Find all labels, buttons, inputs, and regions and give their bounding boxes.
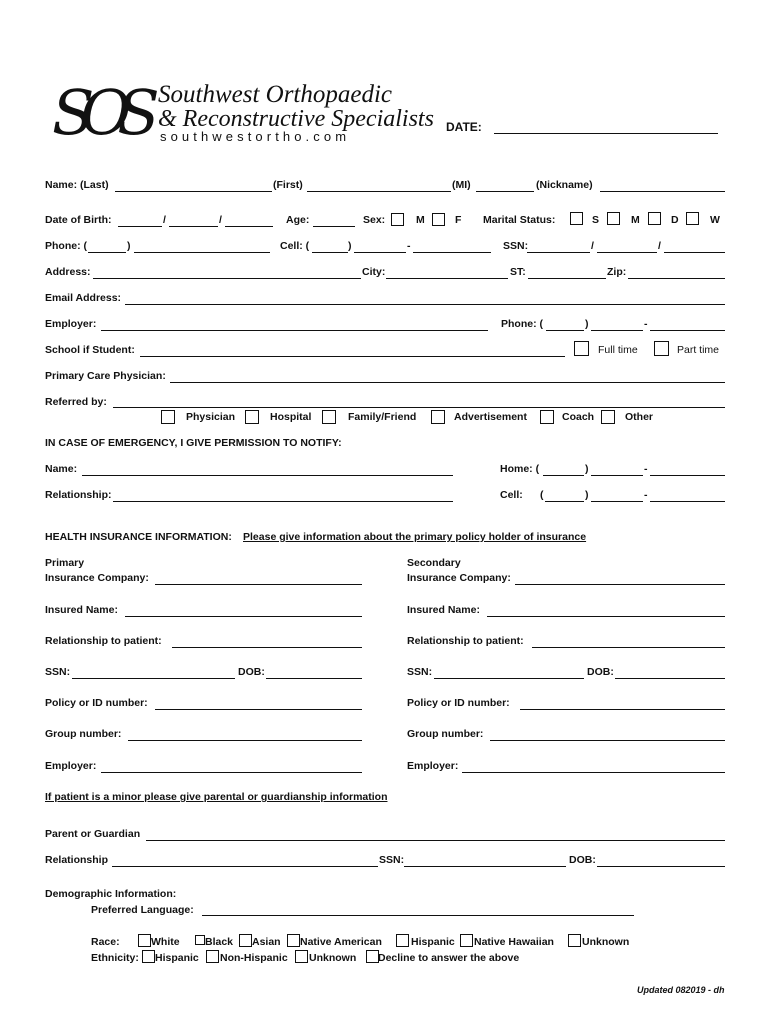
ethnicity-non-hispanic-checkbox[interactable]: [206, 950, 219, 963]
email-label: Email Address:: [45, 292, 122, 304]
referral-family-checkbox[interactable]: [322, 410, 336, 424]
full-time-label: Full time: [598, 344, 638, 356]
first-name-label: (First): [273, 179, 303, 191]
ssn-part3-field[interactable]: [664, 252, 725, 253]
pcp-field[interactable]: [170, 382, 725, 383]
marital-d-checkbox[interactable]: [648, 212, 661, 225]
cell-label: Cell: (: [280, 240, 310, 252]
demographic-heading: Demographic Information:: [45, 888, 177, 900]
sex-m-label: M: [416, 214, 425, 226]
secondary-ssn-field[interactable]: [434, 678, 584, 679]
sex-label: Sex:: [363, 214, 386, 226]
secondary-insured-name-label: Insured Name:: [407, 604, 480, 616]
referral-physician-checkbox[interactable]: [161, 410, 175, 424]
ethnicity-hispanic-checkbox[interactable]: [142, 950, 155, 963]
ethnicity-option-label: Non-Hispanic: [220, 952, 288, 964]
referral-option-label: Advertisement: [454, 411, 527, 423]
race-label: Race:: [91, 936, 120, 948]
emergency-name-label: Name:: [45, 463, 78, 475]
referred-by-label: Referred by:: [45, 396, 107, 408]
secondary-insured-name-field[interactable]: [487, 616, 725, 617]
part-time-label: Part time: [677, 344, 720, 356]
emergency-cell-paren-open: (: [540, 489, 544, 501]
emergency-cell-label: Cell:: [500, 489, 523, 501]
full-time-checkbox[interactable]: [574, 341, 589, 356]
secondary-group-label: Group number:: [407, 728, 484, 740]
age-field[interactable]: [313, 226, 355, 227]
insurance-subheading: Please give information about the primary policy holder of insurance: [243, 531, 587, 543]
emergency-cell-prefix-field[interactable]: [591, 501, 643, 502]
emergency-cell-paren: ): [585, 489, 589, 501]
race-unknown-checkbox[interactable]: [568, 934, 581, 947]
last-name-field[interactable]: [115, 191, 272, 192]
phone-paren: ): [127, 240, 131, 252]
secondary-company-label: Insurance Company:: [407, 572, 511, 584]
race-native-american-checkbox[interactable]: [287, 934, 300, 947]
parent-dob-field[interactable]: [597, 866, 725, 867]
secondary-employer-label: Employer:: [407, 760, 459, 772]
mi-label: (MI): [452, 179, 471, 191]
secondary-group-field[interactable]: [490, 740, 725, 741]
marital-d-label: D: [671, 214, 679, 226]
ssn-separator: /: [658, 240, 661, 252]
mi-field[interactable]: [476, 191, 534, 192]
employer-phone-dash: -: [644, 318, 648, 330]
dob-year-field[interactable]: [225, 226, 273, 227]
primary-group-label: Group number:: [45, 728, 122, 740]
employer-label: Employer:: [45, 318, 97, 330]
emergency-relationship-field[interactable]: [113, 501, 453, 502]
emergency-home-number-field[interactable]: [650, 475, 725, 476]
secondary-relationship-field[interactable]: [532, 647, 725, 648]
race-option-label: Native Hawaiian: [474, 936, 554, 948]
logo-line2: & Reconstructive Specialists: [158, 106, 434, 132]
primary-company-field[interactable]: [155, 584, 362, 585]
primary-employer-field[interactable]: [101, 772, 362, 773]
ethnicity-unknown-checkbox[interactable]: [295, 950, 308, 963]
emergency-relationship-label: Relationship:: [45, 489, 112, 501]
dob-separator: /: [219, 214, 222, 226]
race-option-label: Native American: [300, 936, 382, 948]
cell-area-field[interactable]: [312, 252, 348, 253]
emergency-home-dash: -: [644, 463, 648, 475]
practice-logo: [48, 76, 434, 150]
referral-option-label: Other: [625, 411, 654, 423]
secondary-label: Secondary: [407, 557, 461, 569]
secondary-employer-field[interactable]: [462, 772, 725, 773]
sex-m-checkbox[interactable]: [391, 213, 404, 226]
primary-relationship-field[interactable]: [172, 647, 362, 648]
ethnicity-option-label: Hispanic: [155, 952, 199, 964]
race-option-label: Asian: [252, 936, 281, 948]
marital-status-label: Marital Status:: [483, 214, 556, 226]
state-field[interactable]: [528, 278, 606, 279]
emergency-cell-area-field[interactable]: [545, 501, 584, 502]
emergency-home-paren: ): [585, 463, 589, 475]
race-black-checkbox[interactable]: [195, 935, 205, 945]
employer-phone-label: Phone: (: [501, 318, 543, 330]
emergency-heading: IN CASE OF EMERGENCY, I GIVE PERMISSION TO NOTIFY:: [45, 437, 342, 449]
parent-ssn-field[interactable]: [404, 866, 566, 867]
race-option-label: Hispanic: [411, 936, 455, 948]
race-option-label: White: [151, 936, 180, 948]
state-label: ST:: [510, 266, 526, 278]
school-label: School if Student:: [45, 344, 135, 356]
dob-month-field[interactable]: [118, 226, 162, 227]
part-time-checkbox[interactable]: [654, 341, 669, 356]
parent-relationship-label: Relationship: [45, 854, 109, 866]
logo-website: southwestortho.com: [160, 129, 351, 144]
employer-phone-area-field[interactable]: [546, 330, 584, 331]
sex-f-label: F: [455, 214, 462, 226]
parent-ssn-label: SSN:: [379, 854, 405, 866]
primary-dob-field[interactable]: [266, 678, 362, 679]
primary-insured-name-label: Insured Name:: [45, 604, 118, 616]
emergency-name-field[interactable]: [82, 475, 453, 476]
language-field[interactable]: [202, 915, 634, 916]
city-field[interactable]: [386, 278, 508, 279]
race-native-hawaiian-checkbox[interactable]: [460, 934, 473, 947]
zip-label: Zip:: [607, 266, 627, 278]
secondary-dob-field[interactable]: [615, 678, 725, 679]
cell-prefix-field[interactable]: [354, 252, 406, 253]
ethnicity-option-label: Unknown: [309, 952, 357, 964]
primary-policy-label: Policy or ID number:: [45, 697, 148, 709]
employer-field[interactable]: [101, 330, 488, 331]
race-option-label: Black: [205, 936, 234, 948]
ssn-part1-field[interactable]: [527, 252, 590, 253]
marital-w-label: W: [710, 214, 720, 226]
city-label: City:: [362, 266, 386, 278]
emergency-cell-dash: -: [644, 489, 648, 501]
minor-heading: If patient is a minor please give parental or guardianship information: [45, 791, 388, 803]
address-label: Address:: [45, 266, 91, 278]
age-label: Age:: [286, 214, 310, 226]
cell-dash: -: [407, 240, 411, 252]
emergency-home-label: Home: (: [500, 463, 540, 475]
primary-dob-label: DOB:: [238, 666, 265, 678]
employer-phone-paren: ): [585, 318, 589, 330]
race-white-checkbox[interactable]: [138, 934, 151, 947]
dob-label: Date of Birth:: [45, 214, 112, 226]
secondary-policy-label: Policy or ID number:: [407, 697, 510, 709]
nickname-label: (Nickname): [536, 179, 593, 191]
logo-monogram: SOS: [52, 76, 146, 149]
zip-field[interactable]: [628, 278, 725, 279]
dob-day-field[interactable]: [169, 226, 218, 227]
cell-paren: ): [348, 240, 352, 252]
primary-employer-label: Employer:: [45, 760, 97, 772]
referral-hospital-checkbox[interactable]: [245, 410, 259, 424]
secondary-dob-label: DOB:: [587, 666, 614, 678]
school-field[interactable]: [140, 356, 565, 357]
language-label: Preferred Language:: [91, 904, 194, 916]
secondary-relationship-label: Relationship to patient:: [407, 635, 524, 647]
pcp-label: Primary Care Physician:: [45, 370, 166, 382]
updated-footer: Updated 082019 - dh: [637, 985, 725, 995]
primary-group-field[interactable]: [128, 740, 362, 741]
marital-m-checkbox[interactable]: [607, 212, 620, 225]
first-name-field[interactable]: [307, 191, 451, 192]
race-option-label: Unknown: [582, 936, 630, 948]
parent-relationship-field[interactable]: [112, 866, 378, 867]
secondary-ssn-label: SSN:: [407, 666, 433, 678]
secondary-policy-field[interactable]: [520, 709, 725, 710]
referral-option-label: Coach: [562, 411, 595, 423]
secondary-company-field[interactable]: [515, 584, 725, 585]
primary-ssn-field[interactable]: [72, 678, 235, 679]
referred-by-field[interactable]: [113, 407, 725, 408]
ssn-label: SSN:: [503, 240, 529, 252]
race-hispanic-checkbox[interactable]: [396, 934, 409, 947]
referral-other-checkbox[interactable]: [601, 410, 615, 424]
emergency-home-prefix-field[interactable]: [591, 475, 643, 476]
referral-option-label: Hospital: [270, 411, 312, 423]
employer-phone-number-field[interactable]: [650, 330, 725, 331]
marital-m-label: M: [631, 214, 640, 226]
employer-phone-prefix-field[interactable]: [591, 330, 643, 331]
phone-area-field[interactable]: [88, 252, 126, 253]
primary-ssn-label: SSN:: [45, 666, 71, 678]
primary-policy-field[interactable]: [155, 709, 362, 710]
marital-w-checkbox[interactable]: [686, 212, 699, 225]
insurance-heading: HEALTH INSURANCE INFORMATION:: [45, 531, 232, 543]
referral-option-label: Physician: [186, 411, 236, 423]
date-label: DATE:: [446, 120, 482, 134]
primary-label: Primary: [45, 557, 85, 569]
emergency-home-area-field[interactable]: [543, 475, 584, 476]
marital-s-label: S: [592, 214, 600, 226]
referral-coach-checkbox[interactable]: [540, 410, 554, 424]
emergency-cell-number-field[interactable]: [650, 501, 725, 502]
logo-line1: Southwest Orthopaedic: [158, 81, 393, 108]
date-field[interactable]: [494, 133, 718, 134]
primary-relationship-label: Relationship to patient:: [45, 635, 162, 647]
last-name-label: Name: (Last): [45, 179, 109, 191]
race-asian-checkbox[interactable]: [239, 934, 252, 947]
dob-separator: /: [163, 214, 166, 226]
address-field[interactable]: [93, 278, 361, 279]
cell-number-field[interactable]: [413, 252, 491, 253]
parent-dob-label: DOB:: [569, 854, 596, 866]
parent-guardian-label: Parent or Guardian: [45, 828, 141, 840]
primary-company-label: Insurance Company:: [45, 572, 149, 584]
referral-option-label: Family/Friend: [348, 411, 417, 423]
parent-guardian-field[interactable]: [146, 840, 725, 841]
phone-number-field[interactable]: [134, 252, 270, 253]
phone-label: Phone: (: [45, 240, 87, 252]
email-field[interactable]: [125, 304, 725, 305]
ethnicity-label: Ethnicity:: [91, 952, 139, 964]
marital-s-checkbox[interactable]: [570, 212, 583, 225]
referral-advertisement-checkbox[interactable]: [431, 410, 445, 424]
ethnicity-option-label: Decline to answer the above: [378, 952, 520, 964]
primary-insured-name-field[interactable]: [125, 616, 362, 617]
ssn-separator: /: [591, 240, 594, 252]
nickname-field[interactable]: [600, 191, 725, 192]
ssn-part2-field[interactable]: [597, 252, 657, 253]
sex-f-checkbox[interactable]: [432, 213, 445, 226]
